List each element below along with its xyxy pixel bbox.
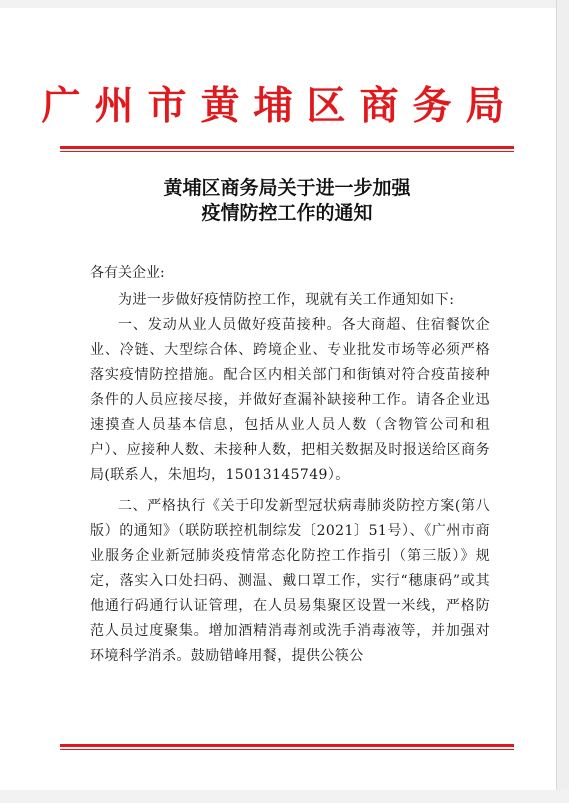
viewer-bottom-edge — [0, 790, 569, 803]
paragraph-intro: 为进一步做好疫情防控工作，现就有关工作通知如下: — [118, 292, 455, 308]
red-header-line-thick — [60, 146, 514, 149]
paragraph-item-1: 一、发动从业人员做好疫苗接种。各大商超、住宿餐饮企业、冷链、大型综合体、跨境企业、专业批发市场等必须严格落实疫情防控措施。配合区内相关部门和街镇对符合疫苗接种条件的人员应接尽接，并做好查漏补缺接种工作。请各企业迅速摸查人员基本信息，包括从业人员人数（含物管公司和租户）、应接种人数、未接种人数，把相关数据及时报送给区商务局(联系人，朱旭均，15013145749）。 — [90, 317, 490, 483]
red-footer-line-thick — [60, 744, 514, 747]
viewer-top-edge — [0, 0, 569, 8]
red-footer-line-thin — [60, 749, 514, 750]
red-header-line-thin — [60, 151, 514, 152]
document-title — [60, 176, 514, 226]
document-title-line-2: 疫情防控工作的通知 — [201, 202, 373, 224]
paragraph-item-2: 二、严格执行《关于印发新型冠状病毒肺炎防控方案(第八版）的通知》（联防联控机制综发〔2021〕51号）、《广州市商业服务企业新冠肺炎疫情常态化防控工作指引（第三版）》规定，落实入口处扫码、测温、戴口罩工作，实行“穗康码”或其他通行码通行认证管理，在人员易集聚区设置一米线，严格防范人员过度聚集。增加酒精消毒剂或洗手消毒液等，并加强对环境科学消杀。鼓励错峰用餐，提供公筷公 — [90, 498, 490, 664]
document-body — [90, 288, 490, 669]
salutation: 各有关企业: — [90, 265, 165, 281]
document-title-line-1: 黄埔区商务局关于进一步加强 — [163, 177, 411, 199]
issuing-organization-header: 广州市黄埔区商务局 — [41, 83, 519, 129]
viewer-scrollbar-track[interactable] — [556, 0, 569, 803]
